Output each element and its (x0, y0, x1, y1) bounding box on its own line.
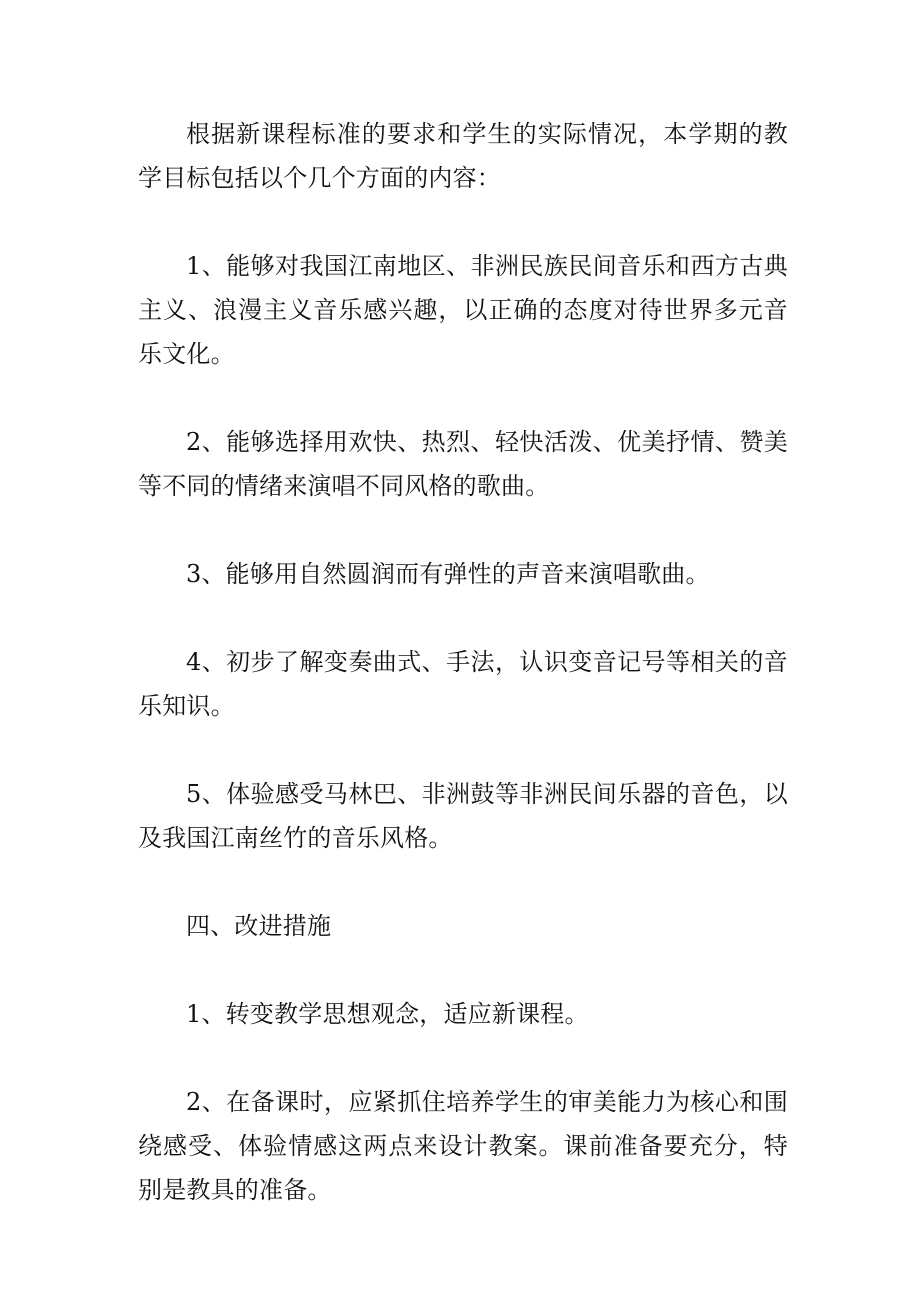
goal-item-3: 3、能够用自然圆润而有弹性的声音来演唱歌曲。 (186, 560, 710, 588)
intro-paragraph: 根据新课程标准的要求和学生的实际情况，本学期的教学目标包括以个几个方面的内容： (138, 120, 788, 192)
goal-item-4: 4、初步了解变奏曲式、手法，认识变音记号等相关的音乐知识。 (138, 648, 788, 720)
goal-item-1: 1、能够对我国江南地区、非洲民族民间音乐和西方古典主义、浪漫主义音乐感兴趣，以正确的态度对待世界多元音乐文化。 (138, 252, 788, 368)
section-heading: 四、改进措施 (186, 912, 332, 940)
goal-item-2: 2、能够选择用欢快、热烈、轻快活泼、优美抒情、赞美等不同的情绪来演唱不同风格的歌曲。 (138, 428, 788, 500)
document-body (138, 112, 788, 1212)
measure-item-2: 2、在备课时，应紧抓住培养学生的审美能力为核心和围绕感受、体验情感这两点来设计教案。课前准备要充分，特别是教具的准备。 (138, 1088, 788, 1204)
goal-item-5: 5、体验感受马林巴、非洲鼓等非洲民间乐器的音色，以及我国江南丝竹的音乐风格。 (138, 780, 788, 852)
measure-item-1: 1、转变教学思想观念，适应新课程。 (186, 1000, 589, 1028)
